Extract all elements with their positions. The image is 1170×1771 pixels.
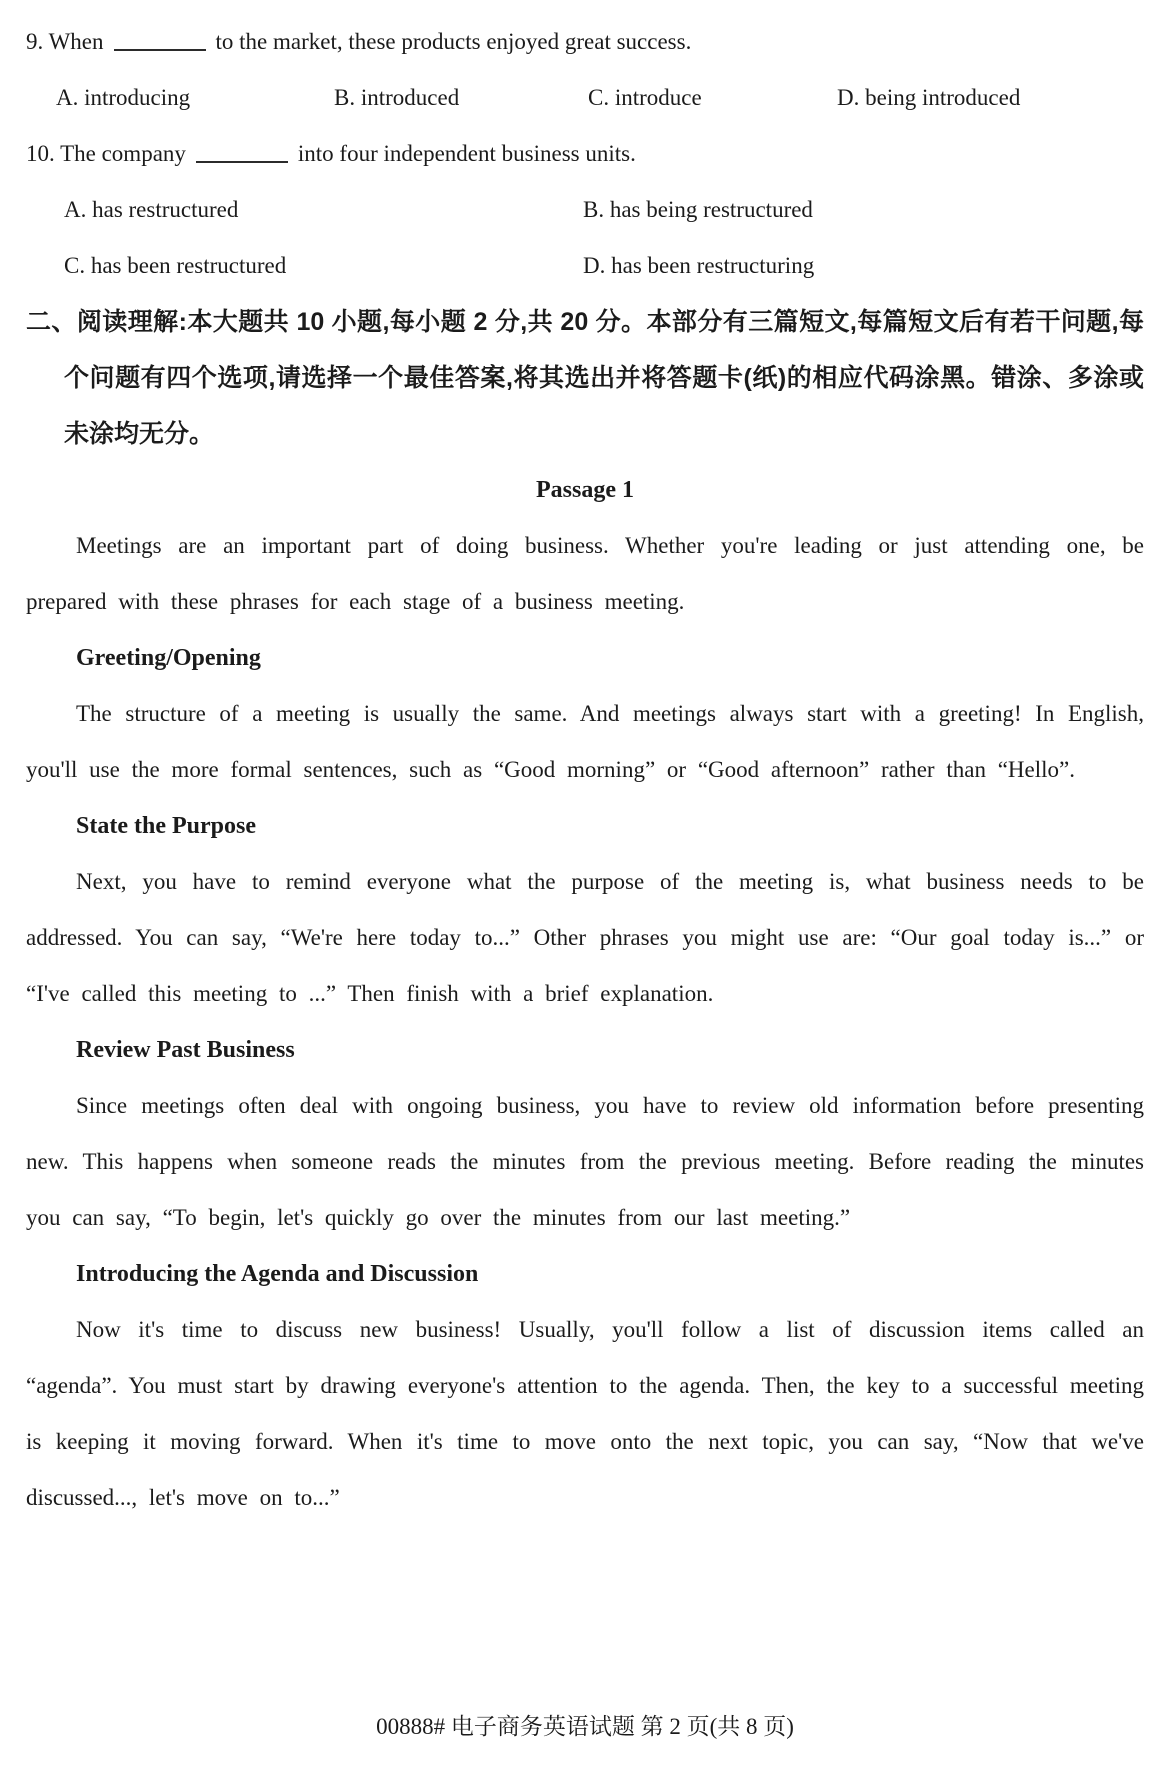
option-a: A. introducing [56, 85, 191, 110]
question-9 [26, 14, 1144, 70]
question-10-prefix: 10. The company [26, 141, 186, 166]
passage-heading-introducing-agenda: Introducing the Agenda and Discussion [76, 1261, 479, 1287]
option-d: D. has been restructuring [583, 253, 815, 278]
question-9-suffix: to the market, these products enjoyed great success. [215, 29, 692, 54]
passage-heading-review-past-business: Review Past Business [76, 1037, 295, 1063]
question-10-suffix: into four independent business units. [297, 141, 636, 166]
option-b: B. has being restructured [583, 197, 813, 222]
option-c: C. introduce [588, 85, 702, 110]
passage-heading-state-the-purpose: State the Purpose [76, 813, 256, 839]
passage-heading-greeting-opening: Greeting/Opening [76, 645, 261, 671]
passage-paragraph-review: Since meetings often deal with ongoing business, you have to review old information before presenting new. This happens when someone reads the minutes from the previous meeting. Before reading the minutes you can say, “To begin, let's quickly go over the minutes from our last meeting.” [26, 1093, 1144, 1230]
passage-paragraph-intro: Meetings are an important part of doing business. Whether you're leading or just attending one, be prepared with these phrases for each stage of a business meeting. [26, 533, 1144, 614]
passage-title: Passage 1 [536, 477, 634, 503]
passage-paragraph-greeting: The structure of a meeting is usually the same. And meetings always start with a greeting! In English, you'll use the more formal sentences, such as “Good morning” or “Good afternoon” rather than “Hello”. [26, 701, 1144, 782]
question-10 [26, 126, 1144, 182]
option-b: B. introduced [334, 85, 460, 110]
answer-blank [114, 47, 206, 51]
question-9-options [26, 70, 1144, 126]
passage-paragraph-purpose: Next, you have to remind everyone what the purpose of the meeting is, what business needs to be addressed. You can say, “We're here today to...” Other phrases you might use are: “Our goal today is...” or “I've called this meeting to ...” Then finish with a brief explanation. [26, 869, 1144, 1006]
option-d: D. being introduced [837, 85, 1021, 110]
question-10-options [26, 182, 1144, 294]
page-footer: 00888# 电子商务英语试题 第 2 页(共 8 页) [376, 1714, 794, 1739]
option-a: A. has restructured [64, 197, 239, 222]
answer-blank [196, 159, 288, 163]
question-9-prefix: 9. When [26, 29, 104, 54]
option-c: C. has been restructured [64, 253, 287, 278]
section-2-header: 二、阅读理解:本大题共 10 小题,每小题 2 分,共 20 分。本部分有三篇短文,每篇短文后有若干问题,每个问题有四个选项,请选择一个最佳答案,将其选出并将答题卡(纸)的相应代码涂黑。错涂、多涂或未涂均无分。 [26, 308, 1144, 448]
passage-paragraph-agenda: Now it's time to discuss new business! Usually, you'll follow a list of discussion items called an “agenda”. You must start by drawing everyone's attention to the agenda. Then, the key to a successful meeting is keeping it moving forward. When it's time to move onto the next topic, you can say, “Now that we've discussed..., let's move on to...” [26, 1317, 1144, 1510]
